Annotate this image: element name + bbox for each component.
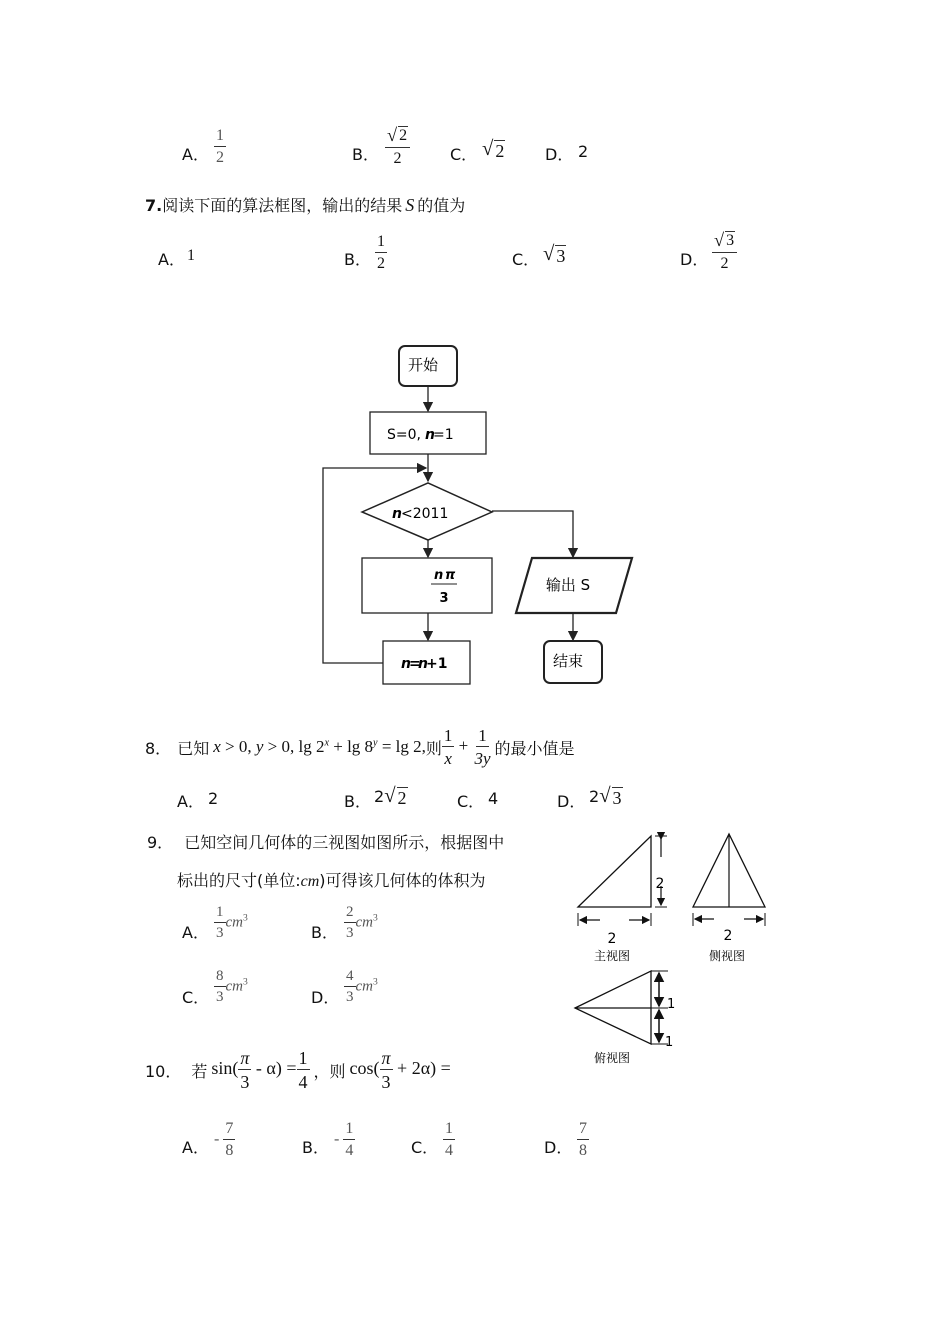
q8-option-d-label: D． bbox=[557, 792, 586, 811]
q10-option-c-label: C． bbox=[411, 1138, 439, 1157]
front-height-label: 2 bbox=[655, 876, 665, 892]
q7-option-d-label: D． bbox=[680, 250, 709, 269]
q8-option-a-value: 2 bbox=[208, 789, 219, 808]
q7-option-a-value: 1 bbox=[187, 247, 195, 264]
q6-option-b-label: B． bbox=[352, 145, 379, 164]
flow-inc-eq: = bbox=[409, 656, 421, 672]
front-view-triangle bbox=[578, 836, 651, 907]
flow-inc-n2: n bbox=[418, 656, 428, 672]
flow-inc-plus: +1 bbox=[426, 656, 448, 672]
q6-option-d-value: 2 bbox=[578, 142, 589, 161]
top-upper-label: 1 bbox=[667, 997, 676, 1012]
top-view-label: 俯视图 bbox=[593, 1051, 631, 1065]
q9-option-b-value: $\frac{2}{3}$ $cm^3$ bbox=[346, 904, 378, 941]
q10-target: cos( $\frac{\pi}{3}$ + 2α) = bbox=[349, 1048, 451, 1092]
q6-option-a-value: $\frac{1}{2}$ bbox=[216, 127, 224, 166]
q9-line1 bbox=[147, 830, 504, 853]
q8-option-c-label: C． bbox=[457, 792, 485, 811]
flow-init-n: n bbox=[425, 427, 435, 443]
q10-ruo: 若 bbox=[191, 1061, 208, 1081]
q9-text-line1: 已知空间几何体的三视图如图所示，根据图中 bbox=[184, 833, 505, 852]
q7-number: 7. bbox=[145, 196, 163, 215]
q9-option-a-value: $\frac{1}{3}$ $cm^3$ bbox=[216, 904, 248, 941]
q8-known: 已知 bbox=[177, 738, 210, 758]
q9-option-a-label: A． bbox=[182, 923, 209, 942]
q6-option-d-label: D． bbox=[545, 145, 574, 164]
q9-option-b-label: B． bbox=[311, 923, 338, 942]
q7-flowchart bbox=[300, 330, 650, 700]
q8-then: 则 bbox=[425, 738, 442, 758]
q8-option-a-label: A． bbox=[177, 792, 204, 811]
flow-arrow bbox=[492, 511, 573, 557]
flow-body-pi: π bbox=[445, 568, 456, 583]
flow-init-s: S=0, bbox=[387, 427, 421, 443]
front-width-label: 2 bbox=[607, 931, 617, 947]
flow-output-text: 输出 S bbox=[545, 576, 591, 594]
q7-var: S bbox=[405, 195, 415, 215]
flow-inc-n1: n bbox=[401, 656, 411, 672]
q10-option-d-value: $\frac{7}{8}$ bbox=[579, 1120, 587, 1159]
q10-then: ，则 bbox=[313, 1061, 346, 1081]
q9-option-c-label: C． bbox=[182, 988, 210, 1007]
q6-option-a-label: A． bbox=[182, 145, 209, 164]
q10-option-b-value: - $\frac{1}{4}$ bbox=[334, 1120, 354, 1159]
q10-option-d-label: D． bbox=[544, 1138, 573, 1157]
side-width-label: 2 bbox=[723, 928, 733, 944]
q7-text-before: 阅读下面的算法框图，输出的结果 bbox=[162, 196, 403, 215]
q10-option-a-value: - $\frac{7}{8}$ bbox=[214, 1120, 234, 1159]
q7-option-b-value: $\frac{1}{2}$ bbox=[377, 233, 385, 272]
flow-end-text: 结束 bbox=[552, 652, 584, 670]
flow-body-box bbox=[362, 558, 492, 613]
q9-option-d-label: D． bbox=[311, 988, 340, 1007]
flow-body-den: 3 bbox=[439, 591, 449, 606]
q8-number: 8． bbox=[145, 738, 172, 758]
q9-option-d-value: $\frac{4}{3}$ $cm^3$ bbox=[346, 968, 378, 1005]
q10-stem bbox=[145, 1045, 451, 1095]
q8-option-b-label: B． bbox=[344, 792, 371, 811]
q10-option-b-label: B． bbox=[302, 1138, 329, 1157]
q6-option-b-value: √ 2 2 bbox=[385, 126, 410, 167]
q7-option-a-label: A． bbox=[158, 250, 185, 269]
q8-option-c-value: 4 bbox=[488, 789, 499, 808]
flow-start-text: 开始 bbox=[407, 356, 439, 374]
q8-stem bbox=[145, 722, 575, 772]
q7-option-c-value: √ 3 bbox=[543, 243, 566, 266]
q6-option-c-value: √ 2 bbox=[482, 138, 505, 161]
flow-body-n: n bbox=[434, 568, 444, 583]
q8-option-b-value: 2 √ 2 bbox=[374, 785, 407, 808]
side-view-label: 侧视图 bbox=[708, 949, 746, 963]
q7-text-after: 的值为 bbox=[417, 196, 466, 215]
q8-condition: x > 0, y > 0, $\lg 2^x + \lg 8^y = \lg 2$, bbox=[213, 737, 426, 756]
flow-cond-rest: <2011 bbox=[401, 506, 449, 522]
q10-option-a-label: A． bbox=[182, 1138, 209, 1157]
q9-line2: 标出的尺寸(单位:cm)可得该几何体的体积为 bbox=[177, 871, 486, 890]
top-lower-label: 1 bbox=[665, 1035, 674, 1050]
q9-number: 9． bbox=[147, 833, 174, 852]
q9-three-views bbox=[565, 825, 775, 1075]
q7-option-b-label: B． bbox=[344, 250, 371, 269]
q10-number: 10． bbox=[145, 1061, 182, 1081]
flow-init-n-val: =1 bbox=[433, 427, 454, 443]
q9-option-c-value: $\frac{8}{3}$ $cm^3$ bbox=[216, 968, 248, 1005]
q10-given: sin( $\frac{\pi}{3}$ - α) = $\frac{1}{4}$ bbox=[211, 1048, 308, 1092]
q7-option-d-value: √ 3 2 bbox=[712, 231, 737, 272]
q6-option-c-label: C． bbox=[450, 145, 478, 164]
q7-option-c-label: C． bbox=[512, 250, 540, 269]
q7-stem bbox=[145, 193, 465, 216]
q8-expression: $\frac{1}{x}$ + $\frac{1}{3y}$ bbox=[443, 726, 491, 768]
q8-tail: 的最小值是 bbox=[494, 738, 575, 758]
q10-option-c-value: $\frac{1}{4}$ bbox=[445, 1120, 453, 1159]
flow-cond-var: n bbox=[392, 506, 402, 522]
q8-option-d-value: 2 √ 3 bbox=[589, 785, 622, 808]
front-view-label: 主视图 bbox=[593, 949, 631, 963]
